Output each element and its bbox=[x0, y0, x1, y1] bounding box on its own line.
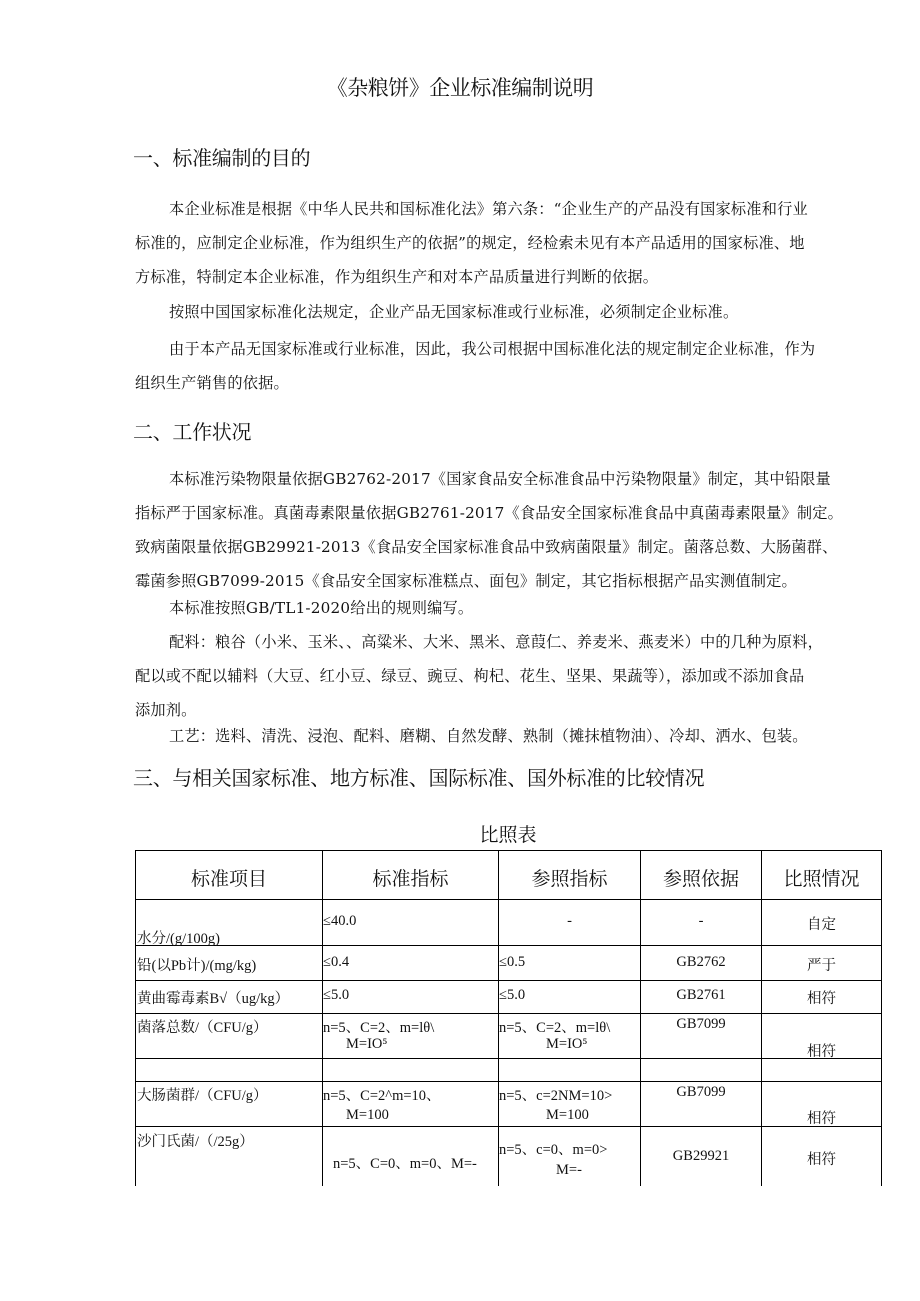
paragraph-work-1 bbox=[135, 462, 887, 598]
table-cell-item: 黄曲霉毒素B√（ug/kg） bbox=[137, 991, 290, 1007]
table-divider bbox=[135, 980, 882, 981]
text-line: 由于本产品无国家标准或行业标准，因此，我公司根据中国标准化法的规定制定企业标准，作为 bbox=[169, 340, 816, 358]
paragraph-ingredients bbox=[135, 625, 887, 727]
table-cell-reference: - bbox=[567, 913, 572, 929]
table-border-left bbox=[135, 850, 136, 1186]
table-cell-reference: M=IO⁵ bbox=[546, 1036, 588, 1052]
column-header-result: 比照情况 bbox=[783, 868, 860, 890]
table-divider bbox=[761, 850, 762, 1186]
table-cell-standard: ≤5.0 bbox=[323, 987, 350, 1003]
column-header-reference: 参照指标 bbox=[531, 868, 608, 890]
paragraph-purpose-1 bbox=[135, 192, 887, 294]
table-cell-basis: - bbox=[698, 913, 704, 929]
table-cell-reference: n=5、c=2NM=10> bbox=[499, 1088, 613, 1104]
table-cell-reference: ≤0.5 bbox=[499, 954, 526, 970]
table-cell-item: 沙门氏菌/（/25g） bbox=[137, 1134, 254, 1150]
text-line: 致病菌限量依据GB29921-2013《食品安全国家标准食品中致病菌限量》制定。菌落总数、大肠菌群、 bbox=[135, 538, 838, 556]
text-line: 配以或不配以辅料（大豆、红小豆、绿豆、豌豆、枸杞、花生、坚果、果蔬等），添加或不添加食品 bbox=[135, 667, 805, 685]
paragraph-purpose-2 bbox=[135, 295, 887, 329]
table-cell-reference: n=5、c=0、m=0> bbox=[499, 1142, 608, 1158]
table-cell-standard: n=5、C=2^m=10、 bbox=[323, 1088, 441, 1104]
text-line: 工艺：选料、清洗、浸泡、配料、磨糊、自然发酵、熟制（摊抹植物油）、冷却、洒水、包装。 bbox=[169, 727, 808, 745]
table-cell-standard: M=IO⁵ bbox=[346, 1036, 388, 1052]
section-heading-purpose: 一、标准编制的目的 bbox=[133, 146, 311, 170]
table-cell-standard: n=5、C=2、m=lθ\ bbox=[323, 1020, 435, 1036]
table-cell-basis: GB7099 bbox=[676, 1016, 726, 1032]
table-cell-reference: M=100 bbox=[546, 1107, 589, 1123]
table-border-top bbox=[135, 850, 882, 851]
text-line: 配料：粮谷（小米、玉米、、高粱米、大米、黑米、意葭仁、养麦米、燕麦米）中的几种为原料， bbox=[169, 633, 824, 651]
table-cell-item: 菌落总数/（CFU/g） bbox=[137, 1020, 268, 1036]
text-line: 指标严于国家标准。真菌毒素限量依据GB2761-2017《食品安全国家标准食品中真菌毒素限量》制定。 bbox=[135, 504, 844, 522]
table-divider bbox=[135, 1013, 882, 1014]
text-line: 本企业标准是根据《中华人民共和国标准化法》第六条：“企业生产的产品没有国家标准和行业 bbox=[169, 200, 808, 218]
paragraph-work-2 bbox=[135, 591, 887, 625]
table-border-right bbox=[881, 850, 882, 1186]
column-header-item: 标准项目 bbox=[190, 868, 267, 890]
table-cell-result: 相符 bbox=[807, 991, 836, 1007]
text-line: 添加剂。 bbox=[135, 701, 197, 719]
column-header-standard: 标准指标 bbox=[372, 868, 449, 890]
table-cell-item: 水分/(g/100g) bbox=[137, 931, 220, 947]
table-cell-item: 铅(以Pb计)/(mg/kg) bbox=[137, 958, 257, 974]
table-cell-basis: GB2761 bbox=[676, 987, 726, 1003]
section-heading-comparison: 三、与相关国家标准、地方标准、国际标准、国外标准的比较情况 bbox=[133, 766, 705, 790]
table-cell-basis: GB29921 bbox=[672, 1148, 730, 1164]
table-cell-result: 严于 bbox=[807, 958, 836, 974]
table-divider bbox=[135, 899, 882, 900]
table-divider bbox=[135, 1081, 882, 1082]
paragraph-purpose-3 bbox=[135, 332, 887, 400]
table-cell-standard: M=100 bbox=[346, 1107, 389, 1123]
section-heading-work-status: 二、工作状况 bbox=[133, 420, 252, 444]
table-cell-standard: n=5、C=0、m=0、M=- bbox=[333, 1156, 477, 1172]
text-line: 组织生产销售的依据。 bbox=[135, 374, 289, 392]
paragraph-process bbox=[135, 719, 887, 753]
table-title: 比照表 bbox=[479, 824, 537, 846]
column-header-basis: 参照依据 bbox=[662, 868, 739, 890]
text-line: 本标准污染物限量依据GB2762-2017《国家食品安全标准食品中污染物限量》制定，其中铅限量 bbox=[169, 470, 831, 488]
text-line: 标准的，应制定企业标准，作为组织生产的依据”的规定，经检索未见有本产品适用的国家标准、地 bbox=[135, 234, 805, 252]
table-cell-result: 自定 bbox=[807, 917, 836, 933]
table-cell-item: 大肠菌群/（CFU/g） bbox=[137, 1088, 268, 1104]
table-cell-result: 相符 bbox=[807, 1152, 836, 1168]
table-cell-standard: ≤0.4 bbox=[323, 954, 350, 970]
document-title: 《杂粮饼》企业标准编制说明 bbox=[326, 76, 594, 100]
text-line: 方标准，特制定本企业标准，作为组织生产和对本产品质量进行判断的依据。 bbox=[135, 268, 659, 286]
table-cell-reference: ≤5.0 bbox=[499, 987, 526, 1003]
table-cell-result: 相符 bbox=[807, 1044, 836, 1060]
text-line: 按照中国国家标准化法规定，企业产品无国家标准或行业标准，必须制定企业标准。 bbox=[169, 303, 739, 321]
table-cell-reference: M=- bbox=[556, 1162, 582, 1178]
table-cell-basis: GB2762 bbox=[676, 954, 726, 970]
text-line: 本标准按照GB/TL1-2020给出的规则编写。 bbox=[169, 599, 474, 617]
table-cell-standard: ≤40.0 bbox=[323, 913, 357, 929]
table-cell-result: 相符 bbox=[807, 1111, 836, 1127]
text-line: 霉菌参照GB7099-2015《食品安全国家标准糕点、面包》制定，其它指标根据产品实测值制定。 bbox=[135, 572, 797, 590]
table-divider bbox=[135, 945, 882, 946]
table-cell-basis: GB7099 bbox=[676, 1084, 726, 1100]
table-cell-reference: n=5、C=2、m=lθ\ bbox=[499, 1020, 611, 1036]
